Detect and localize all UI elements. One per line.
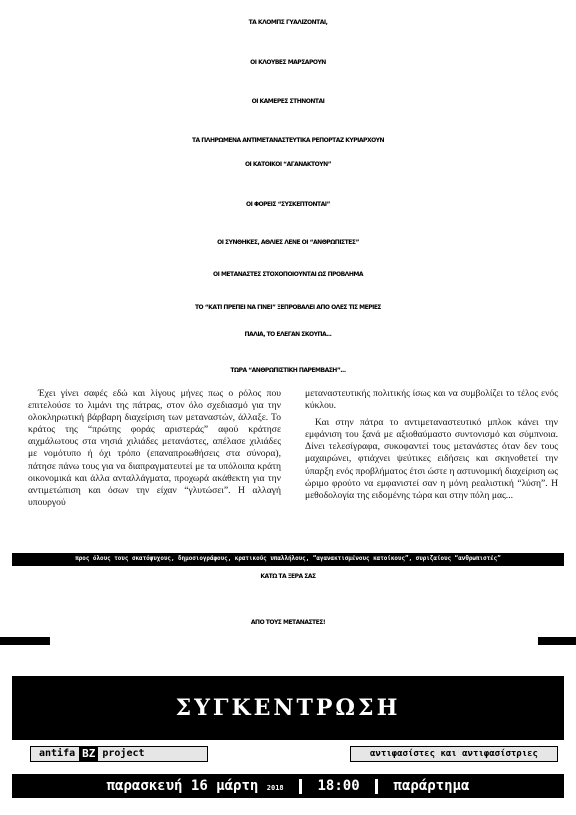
logo-mark: BZ bbox=[79, 746, 98, 762]
headline-3: ΟΙ ΚΑΜΕΡΕΣ ΣΤΗΝΟΝΤΑΙ bbox=[251, 98, 325, 105]
motto-box: αντιφασίστες και αντιφασίστριες bbox=[350, 746, 558, 762]
banner-title: ΣΥΓΚΕΝΤΡΩΣΗ bbox=[12, 676, 564, 740]
body-paragraph: μεταναστευτικής πολιτικής ίσως και να συμβολίζει το τέλος ενός κύκλου. bbox=[305, 388, 558, 412]
dedication-strip: προς όλους τους σκατόψυχους, δημοσιογράφους, κρατικούς υπαλλήλους, “αγανακτισμένους κατοίκους”, συριζαίους “ανθρωπιστές” bbox=[12, 553, 564, 566]
event-year: 2018 bbox=[266, 784, 284, 792]
headline-11: ΤΩΡΑ “ΑΝΘΡΩΠΙΣΤΙΚΗ ΠΑΡΕΜΒΑΣΗ”... bbox=[230, 367, 346, 374]
event-details bbox=[12, 774, 564, 798]
decorative-bar-left bbox=[0, 637, 50, 645]
headline-4: ΤΑ ΠΛΗΡΩΜΕΝΑ ΑΝΤΙΜΕΤΑΝΑΣΤΕΥΤΙΚΑ ΡΕΠΟΡΤΑΖ ΚΥΡΙΑΡΧΟΥΝ bbox=[191, 137, 385, 144]
headline-1: ΤΑ ΚΛΟΜΠΣ ΓΥΑΛΙΖΟΝΤΑΙ, bbox=[248, 19, 328, 26]
logo-prefix: antifa bbox=[39, 748, 76, 759]
headline-5: ΟΙ ΚΑΤΟΙΚΟΙ “ΑΓΑΝΑΚΤΟΥΝ” bbox=[244, 161, 332, 168]
headline-7: ΟΙ ΣΥΝΘΗΚΕΣ, ΑΘΛΙΕΣ ΛΕΝΕ ΟΙ “ΑΝΘΡΩΠΙΣΤΕΣ” bbox=[217, 239, 359, 246]
event-place: παράρτημα bbox=[393, 778, 470, 794]
body-paragraph: Και στην πάτρα το αντιμεταναστευτικό μπλοκ κάνει την εμφάνιση του ξανά με αξιοθαύμαστο συντονισμό και σύμπνοια. Δίνει τελεσίγραφα, συκοφαντεί τους μετανάστες όταν δεν τους μαχαιρώνει, φτιάχνει ψεύτικες ειδήσεις και σκηνοθετεί την ύπαρξη ενός προβλήματος έτσι ώστε η αστυνομική διαχείριση ως ώριμο φρούτο να εμφανιστεί σαν η μόνη ρεαλιστική “λύση”. Η μεθοδολογία της ειδομένης τώρα και στην πόλη μας... bbox=[305, 417, 558, 501]
separator bbox=[375, 779, 378, 794]
decorative-bar-right bbox=[538, 637, 576, 645]
headline-2: ΟΙ ΚΛΟΥΒΕΣ ΜΑΡΣΑΡΟΥΝ bbox=[250, 59, 326, 66]
event-date: παρασκευή 16 μάρτη bbox=[106, 778, 259, 794]
body-column-right bbox=[305, 388, 558, 552]
body-paragraph: Έχει γίνει σαφές εδώ και λίγους μήνες πως ο ρόλος που επιτελούσε το λιμάνι της πάτρας, στον όλο σχεδιασμό για την ολοκληρωτική βάρβαρη διαχείριση των μεταναστών, άλλαξε. Το κράτος της “πρώτης φοράς αριστεράς” αφού κράτησε αιχμάλωτους στα νησιά χιλιάδες μετανάστες, απέλασε χιλιάδες με νομότυπο ή όχι τρόπο (επαναπροωθήσεις στα σύνορα), πάτησε πάνω τους για να διαπραγματευτεί με τα υπόλοιπα κράτη οικονομικά και άλλα ανταλλάγματα, προχωρά ακάθεκτη για την αντιμετώπιση και όσων την είχαν “γλυτώσει”. Η αλλαγή υπουργού bbox=[28, 388, 281, 508]
headline-6: ΟΙ ΦΟΡΕΙΣ “ΣΥΣΚΕΠΤΟΝΤΑΙ” bbox=[246, 201, 330, 208]
headline-9: ΤΟ “ΚΑΤΙ ΠΡΕΠΕΙ ΝΑ ΓΙΝΕΙ” ΞΕΠΡΟΒΑΛΕΙ ΑΠΟ ΟΛΕΣ ΤΙΣ ΜΕΡΙΕΣ bbox=[194, 304, 382, 311]
event-time: 18:00 bbox=[317, 778, 360, 794]
slogan-line-2-wrap bbox=[0, 620, 576, 660]
body-text bbox=[28, 388, 558, 552]
logo-suffix: project bbox=[102, 748, 145, 759]
headline-10: ΠΑΛΙΑ, ΤΟ ΕΛΕΓΑΝ ΣΚΟΥΠΑ... bbox=[244, 331, 332, 338]
slogan-line-2: ΑΠΟ ΤΟΥΣ ΜΕΤΑΝΑΣΤΕΣ! bbox=[250, 619, 326, 626]
slogan-line-1: ΚΑΤΩ ΤΑ ΞΕΡΑ ΣΑΣ bbox=[260, 573, 316, 580]
separator bbox=[299, 779, 302, 794]
body-column-left bbox=[28, 388, 281, 552]
headline-8: ΟΙ ΜΕΤΑΝΑΣΤΕΣ ΣΤΟΧΟΠΟΙΟΥΝΤΑΙ ΩΣ ΠΡΟΒΛΗΜΑ bbox=[213, 271, 363, 278]
organizer-logo bbox=[30, 746, 208, 762]
